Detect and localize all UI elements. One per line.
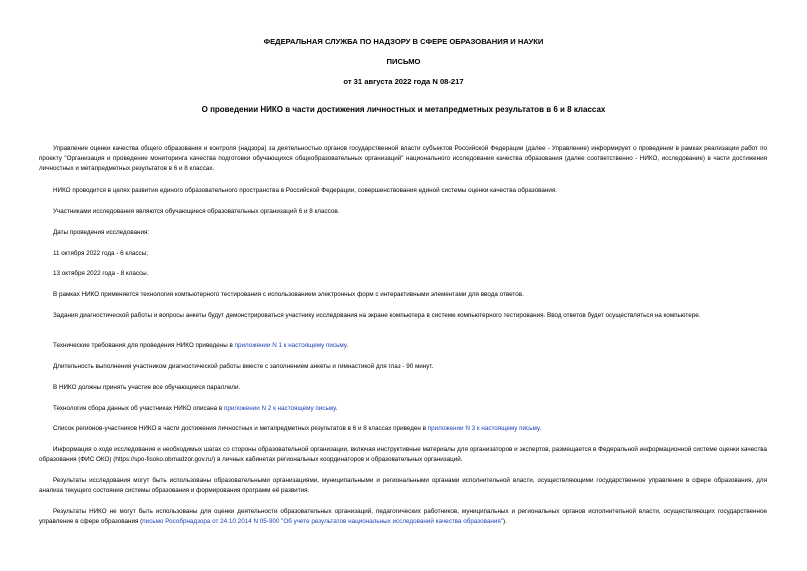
text-segment: Технология сбора данных об участниках НИКО описана в (53, 405, 224, 412)
document-date-number: от 31 августа 2022 года N 08-217 (343, 77, 464, 86)
agency-title: ФЕДЕРАЛЬНАЯ СЛУЖБА ПО НАДЗОРУ В СФЕРЕ ОБРАЗОВАНИЯ И НАУКИ (263, 37, 544, 46)
paragraph-duration: Длительность выполнения участником диагностической работы вместе с заполнением анкеты и гимнастикой для глаз - 90 минут. (53, 363, 434, 370)
paragraph-technology: В рамках НИКО применяется технология компьютерного тестирования с использованием электронных форм с интерактивными элементами для ввода ответов. (53, 291, 524, 298)
text-segment: Список регионов-участников НИКО в части достижения личностных и метапредметных результатов в 6 и 8 классах приведен в (53, 425, 428, 432)
appendix-3-link[interactable]: приложении N 3 к настоящему письму (427, 425, 540, 432)
document-subject: О проведении НИКО в части достижения личностных и метапредметных результатов в 6 и 8 классах (201, 105, 606, 114)
text-segment: ). (503, 518, 507, 525)
text-segment: . (346, 342, 349, 349)
paragraph-participants: Участниками исследования являются обучающиеся образовательных организаций 6 и 8 классов. (53, 208, 340, 215)
rosobrnadzor-letter-link[interactable]: письмо Рособрнадзора от 24.10.2014 N 05-900 "Об учете результатов национальных исследований качества образования" (142, 518, 503, 525)
appendix-1-link[interactable]: приложении N 1 к настоящему письму (234, 342, 347, 349)
paragraph-date-6: 11 октября 2022 года - 6 классы; (53, 250, 148, 257)
paragraph-all-students: В НИКО должны принять участие все обучающиеся параллели. (53, 384, 241, 391)
paragraph-tasks: Задания диагностической работы и вопросы анкеты будут демонстрироваться участнику исследования на экране компьютера в системе компьютерного тестирования. Ввод ответов будет осуществляться на компьютере. (53, 312, 701, 319)
paragraph-regions (39, 424, 767, 434)
paragraph-results-restriction (39, 507, 767, 527)
text-segment: Результаты НИКО не могут быть использованы для оценки деятельности образовательных организаций, педагогических работников, муниципальных и региональных органов исполнительной власти, осуществляющих государственное управление в сфере образования ( (39, 508, 767, 525)
paragraph-date-8: 13 октября 2022 года - 8 классы. (53, 270, 149, 277)
text-segment: Технические требования для проведения НИКО приведены в (53, 342, 235, 349)
paragraph-data-collection (39, 404, 767, 414)
paragraph-requirements (39, 341, 767, 351)
paragraph-information: Информация о ходе исследования и необходимых шагах со стороны образовательной организации, включая инструктивные материалы для организаторов и экспертов, размещается в Федеральной информационной системе оценки качества образования (ФИС ОКО) (https://spo-fisoko.obrnadzor.gov.ru/) в личных кабинетах региональных координаторов и образовательных организаций. (39, 446, 767, 463)
document-type: ПИСЬМО (386, 57, 421, 66)
text-segment: . (539, 425, 542, 432)
paragraph-dates-heading: Даты проведения исследования: (53, 229, 150, 236)
paragraph-purpose: НИКО проводится в целях развития единого образовательного пространства в Российской Федерации, совершенствования единой системы оценки качества образования. (53, 187, 558, 194)
paragraph-results-usage: Результаты исследования могут быть использованы образовательными организациями, муниципальными и региональными органами исполнительной власти, осуществляющими государственное управление в сфере образования, для анализа текущего состояния системы образования и формирования программ её развития. (39, 477, 767, 494)
paragraph-intro: Управление оценки качества общего образования и контроля (надзора) за деятельностью органов государственной власти субъектов Российской Федерации (далее - Управление) информирует о проведении в рамках реализации работ по проекту "Организация и проведение мониторинга качества подготовки обучающихся общеобразовательных организаций" национального исследования качества образования (далее соответственно - НИКО, исследование) в части достижения личностных и метапредметных результатов в 6 и 8 классах. (39, 145, 767, 172)
text-segment: . (335, 405, 338, 412)
appendix-2-link[interactable]: приложении N 2 к настоящему письму (223, 405, 336, 412)
